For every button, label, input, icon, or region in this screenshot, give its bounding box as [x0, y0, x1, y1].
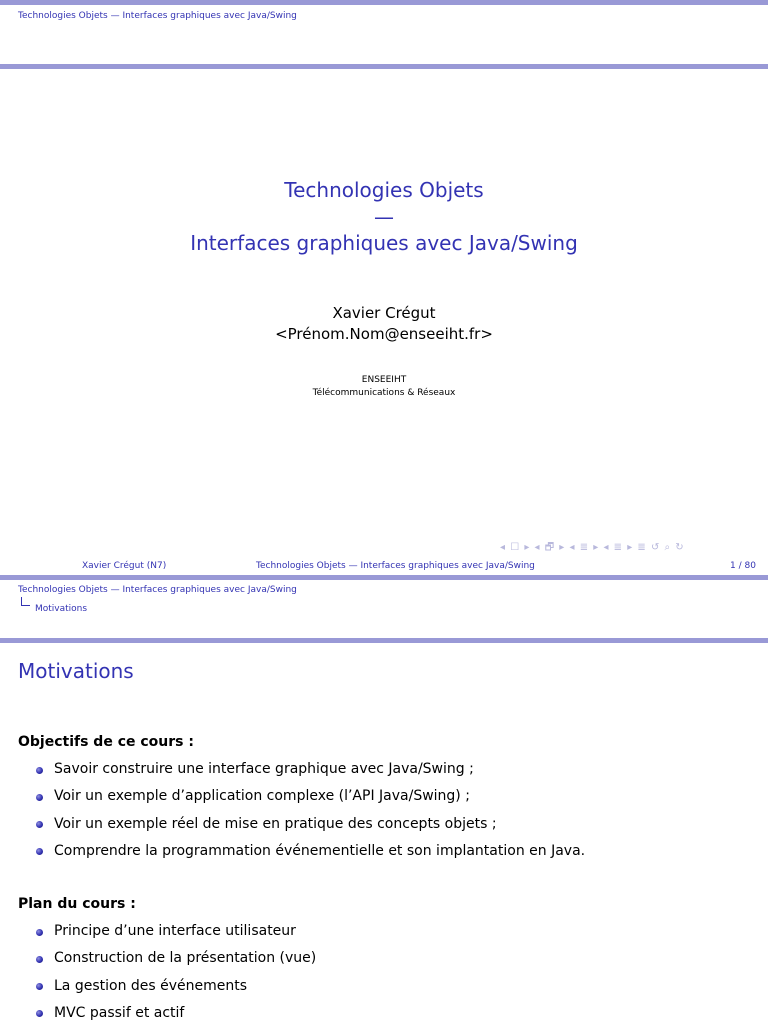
bullet-icon	[36, 848, 43, 855]
list-item: Comprendre la programmation événementielle et son implantation en Java.	[36, 838, 585, 865]
slide1-header-title: Technologies Objets — Interfaces graphiques avec Java/Swing	[18, 11, 297, 21]
bullet-icon	[36, 821, 43, 828]
objectives-list	[36, 756, 585, 865]
presentation-title: Technologies Objets	[284, 178, 484, 202]
list-item: Savoir construire une interface graphique avec Java/Swing ;	[36, 756, 585, 783]
plan-list	[36, 918, 316, 1027]
list-item: Voir un exemple réel de mise en pratique des concepts objets ;	[36, 811, 585, 838]
bullet-icon	[36, 767, 43, 774]
institute-department: Télécommunications & Réseaux	[312, 388, 456, 398]
subsection-tree-icon	[21, 597, 30, 606]
presentation-subtitle: Interfaces graphiques avec Java/Swing	[190, 231, 578, 255]
bullet-icon	[36, 956, 43, 963]
slide2-header-rule	[0, 638, 768, 643]
objectives-block-title: Objectifs de ce cours :	[18, 734, 194, 750]
list-item: Principe d’une interface utilisateur	[36, 918, 316, 945]
plan-block-title: Plan du cours :	[18, 896, 136, 912]
slide2-top-bar	[0, 575, 768, 580]
beamer-navigation-icons[interactable]: ◂ ☐ ▸ ◂ 🗗 ▸ ◂ ≣ ▸ ◂ ≣ ▸ ≣ ↺ ⌕ ↻	[500, 542, 685, 553]
footer-page-number: 1 / 80	[730, 561, 756, 571]
bullet-icon	[36, 1010, 43, 1017]
author-name: Xavier Crégut	[332, 304, 436, 322]
slide1-top-bar	[0, 0, 768, 5]
list-item: MVC passif et actif	[36, 1000, 316, 1027]
title-dash: —	[374, 205, 394, 229]
bullet-icon	[36, 794, 43, 801]
institute-name: ENSEEIHT	[361, 375, 407, 385]
footer-author: Xavier Crégut (N7)	[82, 561, 167, 571]
bullet-icon	[36, 929, 43, 936]
author-email: <Prénom.Nom@enseeiht.fr>	[275, 325, 493, 343]
bullet-icon	[36, 983, 43, 990]
list-item: La gestion des événements	[36, 973, 316, 1000]
list-item: Construction de la présentation (vue)	[36, 945, 316, 972]
slide1-header-rule	[0, 64, 768, 69]
slide2-subsection: Motivations	[35, 604, 88, 614]
frame-title: Motivations	[18, 659, 134, 683]
slide2-header-title: Technologies Objets — Interfaces graphiques avec Java/Swing	[18, 585, 297, 595]
footer-title: Technologies Objets — Interfaces graphiques avec Java/Swing	[256, 561, 535, 571]
list-item: Voir un exemple d’application complexe (l’API Java/Swing) ;	[36, 783, 585, 810]
